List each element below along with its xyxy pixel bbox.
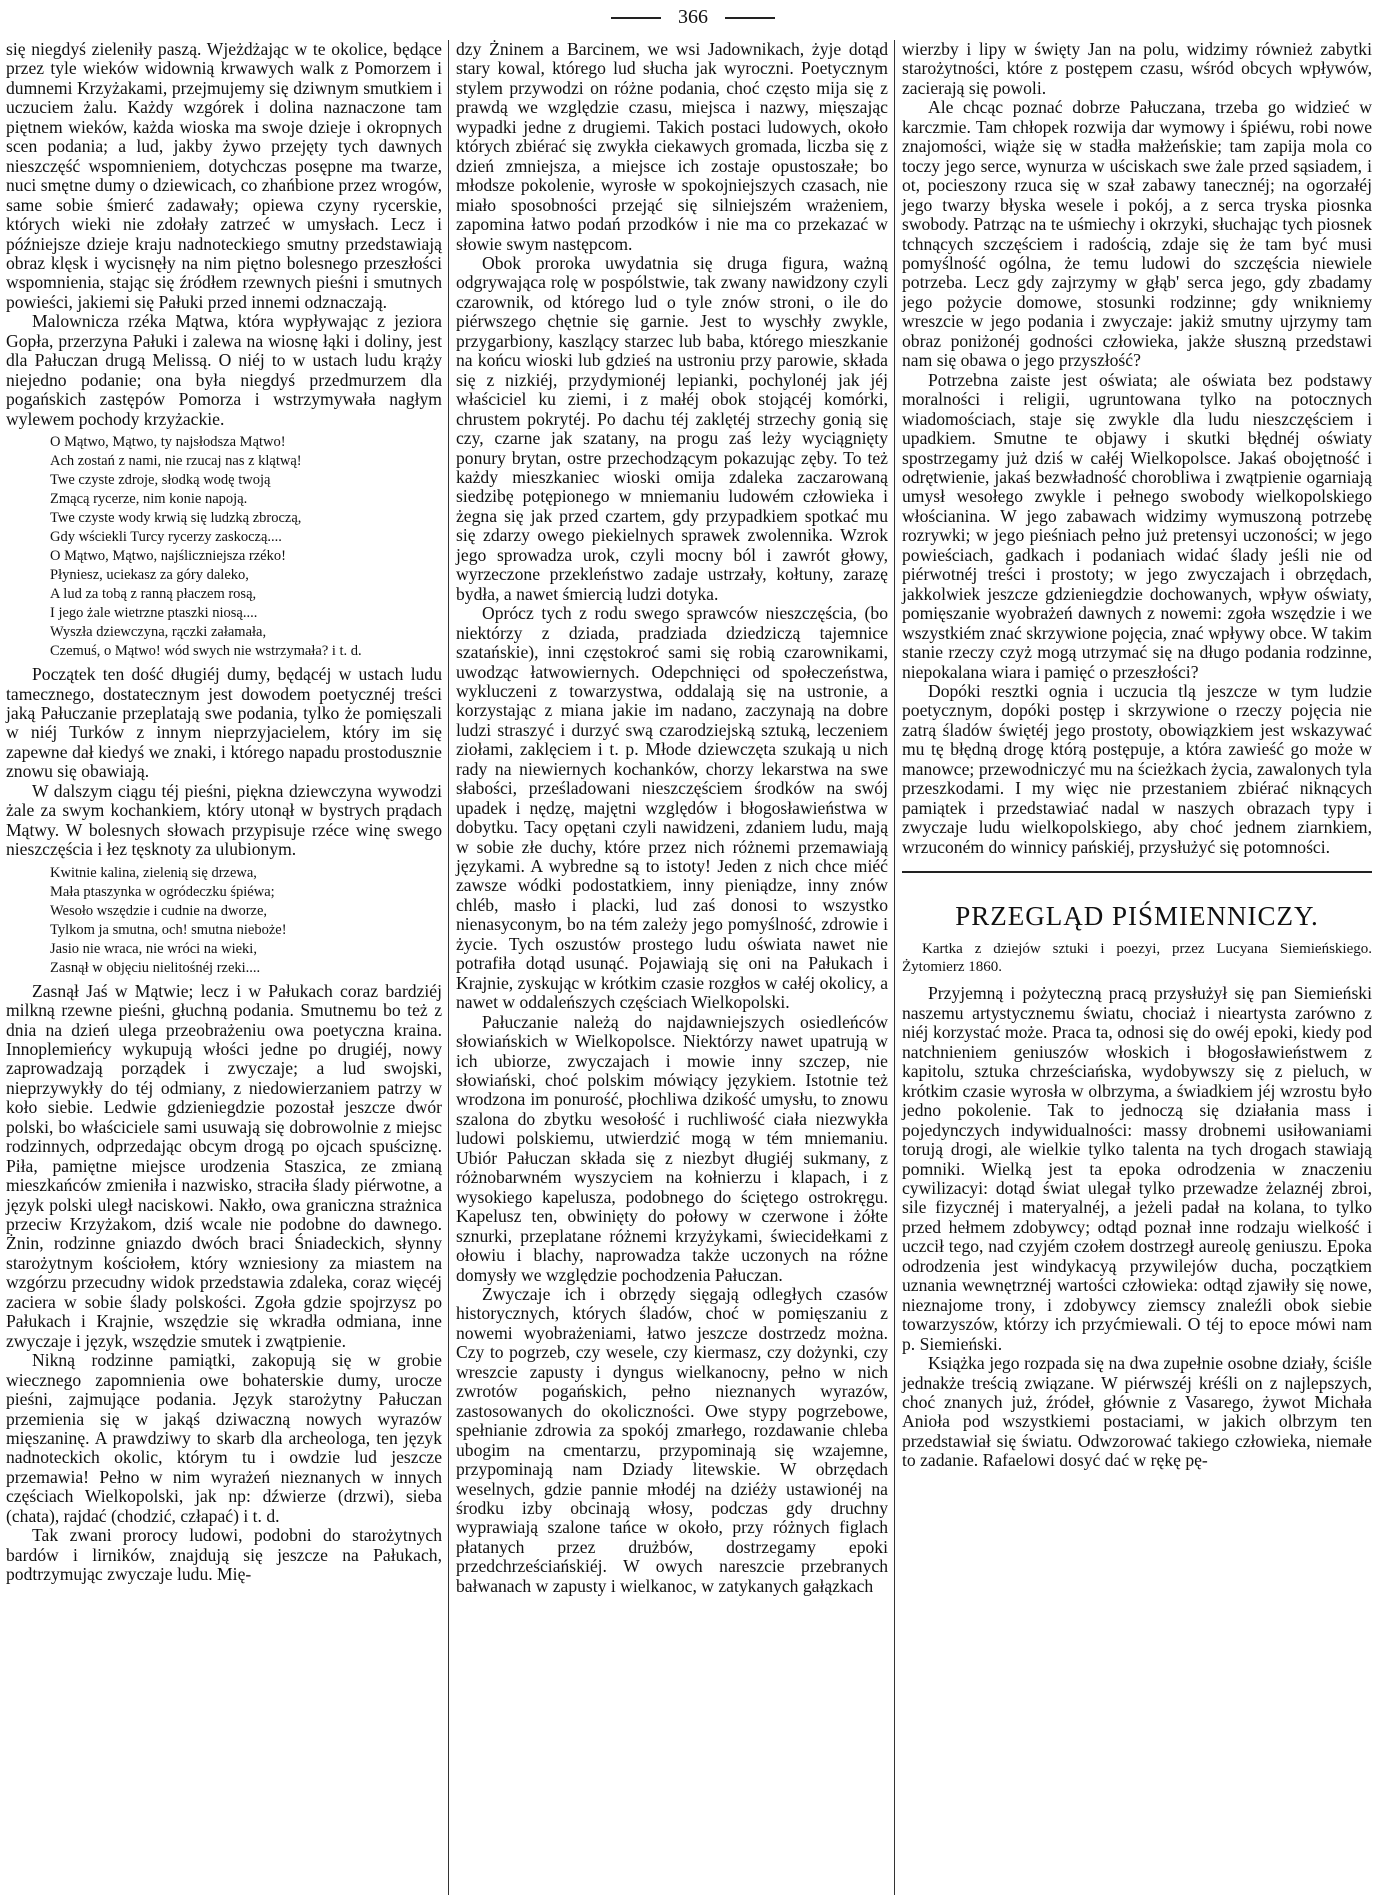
article-paragraph: Zwyczaje ich i obrzędy sięgają odległych czasów historycznych, których śladów, choć w pomięszaniu z nowemi wyobrażeniami, łatwo jeszcze dostrzedz można. Czy to pogrzeb, czy wesele, czy kiermasz, czy dożynki, czy wreszcie zapusty i dyngus wielkanocny, pełno w nich zwrotów pogańskich, pełno nieznanych wyrazów, zastosowanych do okoliczności. Owe stypy pogrzebowe, spełnianie zdrowia za spokój zmarłego, rozdawanie chleba ubogim na cmentarzu, przypominają się wzajemne, przypominają nam Dziady litewskie. W obrzędach weselnych, gdzie pannie młodéj na dziéży ustawionéj na środku izby obcinają włosy, podczas gdy druchny wyprawiają szalone tańce w około, przy różnych figlach płatanych przez drużbów, dostrzegamy epoki przedchrześciańskiéj. W owych nareszcie przebranych bałwanach w zapusty i wielkanoc, w zatykanych gałązkach [456, 1284, 888, 1596]
poem-line: Płyniesz, uciekasz za góry daleko, [50, 567, 249, 584]
article-paragraph: Przyjemną i pożyteczną pracą przysłużył się pan Siemieński naszemu artystycznemu światu, chociaż i nieartysta zarówno z niéj korzystać może. Praca ta, odnosi się do owéj epoki, kiedy pod natchnieniem geniuszów włoskich i błogosławieństwem z kapitolu, sztuka chrześciańska, wydobywszy się z pieluch, w krótkim czasie wyrosła w olbrzyma, a świadkiem jéj wzrostu było jedno pokolenie. Tak to jednoczą się działania mass i pojedynczych indywidualności: massy drobnemi usiłowaniami torują drogi, ale wielkie tylko talenta na tych drogach stawiają pomniki. Wielką jest ta epoka odrodzenia w znaczeniu cywilizacyi: dotąd świat ulegał tylko przewadze żelaznéj zbroi, sile fizycznéj i materyalnéj, a jeżeli padał na kolana, to tylko przed hełmem zdobywcy; odtąd poznał inne rodzaju wielkość i uczcił tego, nad czyjém czołem dostrzegł aureolę geniuszu. Epoka odrodzenia jest windykacyą przywilejów ducha, początkiem uznania wewnętrznéj wartości człowieka: odtąd zjawiły się nowe, nieznajome trony, i zdobywcy ziemscy znaleźli obok siebie towarzyszów, którzy ich przyćmiewali. O téj to epoce mówi nam p. Siemieński. [902, 983, 1372, 1354]
column-divider [448, 40, 449, 1895]
poem-line: O Mątwo, Mątwo, ty najsłodsza Mątwo! [50, 434, 286, 451]
page-number: 366 [678, 6, 708, 28]
section-rule [902, 871, 1372, 873]
article-paragraph: Ale chcąc poznać dobrze Pałuczana, trzeba go widzieć w karczmie. Tam chłopek rozwija dar wymowy i śpiéwu, robi nowe znajomości, wiąże się w stadła małżeńskie; tam zapija mola co toczy jego serce, wynurza w uściskach swe żale przed sąsiadem, i ot, pocieszony rzuca się w szał zabawy tanecznéj; na ogorzałéj jego twarzy błyska wesele i pokój, a z serca tryska piosnka swobody. Patrząc na te uśmiechy i okrzyki, słuchając tych piosnek tchnących szczęściem i radością, zdaje się że tam być musi pomyślność ogólna, że temu ludowi do szczęścia niewiele potrzeba. Lecz gdy zajrzymy w głąb' serca jego, gdy zbadamy jego pożycie domowe, stosunki rodzinne; gdy wnikniemy wreszcie w jego podania i zwyczaje: jakiż smutny ujrzymy tam obraz poniżonéj godności człowieka, jakże słuszną przedstawi nam się obawa o jego przyszłość? [902, 97, 1372, 371]
poem-line: Czemuś, o Mątwo! wód swych nie wstrzymała? i t. d. [50, 643, 362, 660]
article-paragraph: Potrzebna zaiste jest oświata; ale oświata bez podstawy moralności i religii, ugruntowana tylko na potocznych wiadomościach, staje się zwykle dla ludu nieszczęściem i upadkiem. Smutne te objawy i skutki błędnéj oświaty spostrzegamy już dziś w całéj Wielkopolsce. Jakaś obojętność i odrętwienie, jakaś bezwładność chorobliwa i zwątpienie ogarniają umysł wesołego zwykle i pełnego swobody wielkopolskiego włościanina. W jego zabawach widzimy wymuszoną potrzebę rozrywki; w jego pieśniach pełno już pretensyi uczoności; w jego powieściach, gadkach i podaniach widać ślady jeśli nie od piérwotnéj treści i prostoty; w jego zwyczajach i obrzędach, jakkolwiek jeszcze gdzieniegdzie dochowanych, wpływ oświaty, pomięszanie wyobrażeń dawnych z nowemi: zgoła wszędzie i we wszystkiém znać skrzywione pojęcia, znać wpływy obce. W takim stanie rzeczy czyż mogą utrzymać się na długo podania rodzinne, niepokalana wiara i pamięć o przeszłości? [902, 369, 1372, 682]
article-paragraph: Obok proroka uwydatnia się druga figura, ważną odgrywająca rolę w pospólstwie, tak zwany nawidzony czyli czarownik, od którego lud o tyle znów stroni, o ile do piérwszego chętnie się garnie. Jest to wyschły zwykle, przygarbiony, kaszlący starzec lub baba, którego mieszkanie na końcu wioski lub gdzieś na ustroniu przy parowie, składa się z nizkiéj, przydymionéj lepianki, pochylonéj jak jéj właściciel ku ziemi, i z małéj obok stojącéj komórki, chrustem pokrytéj. Po dachu téj zaklętéj strzechy gonią się czy, czarne jak szatany, na progu zaś leży wyciągnięty ponury brytan, ostre przechodzącym pokazując zęby. To też każdy mieszkaniec wioski omija zdaleka zaczarowaną siedzibę potępionego w mniemaniu ludowém człowieka i żegna się jak przed czartem, gdy przypadkiem spotkać mu się zdarzy owego piekielnych sprawek zwolennika. Wzrok jego sprowadza urok, czyli mocny ból i zawrót głowy, wyrzeczone przekleństwo zadaje ustrzały, kołtuny, zarazę bydła, a nawet śmiercią ludzi dotyka. [456, 252, 888, 604]
poem-line: Zmącą rycerze, nim konie napoją. [50, 491, 248, 508]
article-paragraph: Nikną rodzinne pamiątki, zakopują się w grobie wiecznego zapomnienia owe bohaterskie dumy, urocze pieśni, zajmujące podania. Język starożytny Pałuczan przemienia się w jakąś dziwaczną nowych wyrazów mięszaninę. A prawdziwy to skarb dla archeologa, ten język nadnoteckich okolic, którym tu i owdzie lud jeszcze przemawia! Pełno w nim wyrażeń nieznanych w innych częściach Wielkopolski, jak np: dźwierze (drzwi), sieba (chata), rajdać (chodzić, człapać) i t. d. [6, 1350, 442, 1526]
article-paragraph: Książka jego rozpada się na dwa zupełnie osobne działy, ściśle jednakże treścią związane. W piérwszéj kréśli on z najlepszych, choć znanych już, źródeł, głównie z Vasarego, żywot Michała Anioła pod wszystkiemi postaciami, w jakich olbrzym ten przedstawiał się światu. Odwzorować takiego człowieka, niemałe to zadanie. Rafaelowi dosyć dać w rękę pę- [902, 1353, 1372, 1471]
poem-line: Wesoło wszędzie i cudnie na dworze, [50, 902, 268, 919]
article-paragraph: Zasnął Jaś w Mątwie; lecz i w Pałukach coraz bardziéj milkną rzewne pieśni, głuchną podania. Smutnemu bo też z dnia na dzień ulega przeobrażeniu owa poetyczna kraina. Innoplemieńcy wykupują włości jedne po drugiéj, nowy zaprowadzają porządek i zwyczaje; a lud swojski, nieprzywykły do téj odmiany, z niedowierzaniem patrzy w koło siebie. Ledwie gdzieniegdzie pozostał jeszcze dwór polski, bo właściciele sami usuwają się dobrowolnie z miejsc rodzinnych, odprzedając obcym drogą po ojcach spuściznę. Piła, pamiętne miejsce urodzenia Staszica, ze zmianą mieszkańców zmieniła i nazwisko, straciła ślady piérwotne, a język polski uległ naciskowi. Nakło, owa graniczna strażnica przeciw Krzyżakom, dziś wcale nie podobne do dawnego. Żnin, rodzinne gniazdo dwóch braci Śniadeckich, słynny starożytnym kościołem, który wzniesiony za miastem na wzgórzu przecudny widok przedstawia zdaleka, coraz więcéj zaciera w sobie ślady polskości. Zgoła gdzie spojrzysz po Pałukach i Krajnie, wszędzie się wkradła odmiana, inne zwyczaje i język, wszędzie smutek i zwątpienie. [6, 980, 442, 1351]
poem-verse [50, 864, 442, 978]
poem-line: Wyszła dziewczyna, rączki załamała, [50, 624, 267, 641]
article-paragraph: Tak zwani prorocy ludowi, podobni do starożytnych bardów i lirników, znajdują się jeszcze na Pałukach, podtrzymując zwyczaje ludu. Mię- [6, 1525, 442, 1585]
poem-line: Gdy wściekli Turcy rycerzy zaskoczą.... [50, 529, 282, 546]
column-3 [902, 40, 1372, 1471]
poem-line: I jego żale wietrzne ptaszki niosą.... [50, 605, 258, 622]
poem-line: Twe czyste wody krwią się ludzką zbroczą, [50, 510, 302, 527]
poem-line: Twe czyste zdroje, słodką wodę twoją [50, 472, 271, 489]
article-paragraph: Dopóki resztki ognia i uczucia tlą jeszcze w tym ludzie poetycznym, dopóki postęp i skrzywione o rzeczy pojęcia nie zatrą śladów świętéj jego prostoty, obowiązkiem jest wskazywać mu tę błędną drogę którą postępuje, a która zawieść go może w manowce; przewodniczyć mu na ścieżkach życia, zawalonych tyla przeszkodami. I my więc nie przestaniem zbiérać niknących pamiątek i przedstawiać nadal w naszych obrazach typy i zwyczaje ludu wielkopolskiego, aby choć jednem ziarnkiem, wrzuconém do winnicy pańskiéj, przysłużyć się potomności. [902, 680, 1372, 857]
column-divider [894, 40, 895, 1895]
poem-line: A lud za tobą z ranną płaczem rosą, [50, 586, 257, 603]
article-paragraph: się niegdyś zieleniły paszą. Wjeżdżając w te okolice, będące przez tyle wieków widownią krwawych walk z Pomorzem i dumnemi Krzyżakami, przejmujemy się dziwnym smutkiem i uczuciem żalu. Każdy wzgórek i dolina naznaczone tam piętnem wieków, każda wioska ma swoje dzieje i okropnych scen podania; a lud, jakby żywo przejęty tych dawnych nieszczęść wspomnieniem, dotychczas posępne ma twarze, nuci smętne dumy o dziewicach, co zhańbione przez wrogów, same sobie śmierć zadawały; opiewa czyny rycerskie, których wieki nie zdołały zatrzeć w umysłach. Lecz i późniejsze dzieje kraju nadnoteckiego smutny przedstawiają obraz klęsk i wycisnęły na nim piętno bolesnego przeszłości wspomnienia, stając się źródłem rzewnych pieśni i smutnych powieści, jakiemi się Pałuki przed innemi odznaczają. [6, 39, 442, 312]
article-paragraph: dzy Żninem a Barcinem, we wsi Jadownikach, żyje dotąd stary kowal, którego lud słucha jak wyroczni. Poetycznym stylem przywodzi on różne podania, choć często mija się z prawdą we względzie czasu, miejsca i nazwy, mięszając wypadki jedne z drugiemi. Takich postaci ludowych, około których zbiérać się zwykła ciekawych gromada, liczba się z dzień zmniejsza, a miejsce ich zostaje opustoszałe; bo młodsze pokolenie, wyrosłe w spokojniejszych czasach, nie miało sposobności przejąć się silniejszém wrażeniem, zapomina łatwo podań przodków i nie ma co przekazać w słowie swym następcom. [456, 39, 888, 254]
article-paragraph: Początek ten dość długiéj dumy, będącéj w ustach ludu tamecznego, dostatecznym jest dowodem poetycznéj treści jaką Pałuczanie przeplatają swe podania, tylko że pomięszali w niéj Turków z innym nieprzyjacielem, który im się zapewne dał kiedyś we znaki, i którego napadu prostodusznie znowu się obawiają. [6, 664, 442, 782]
poem-line: Tylkom ja smutna, och! smutna nieboże! [50, 921, 287, 938]
poem-line: Zasnął w objęciu nielitośnéj rzeki.... [50, 959, 261, 976]
poem-line: O Mątwo, Mątwo, najśliczniejsza rzéko! [50, 548, 286, 565]
article-paragraph: Oprócz tych z rodu swego sprawców nieszczęścia, (bo niektórzy z dziada, pradziada dziedziczą tajemnice szatańskie), inni częstokroć sami się robią czarownikami, uwodząc łatwowiernych. Odepchnięci od społeczeństwa, wykluczeni z towarzystwa, oddalają się na ustronie, a korzystając z miana jakie im nadano, zaczynają na dobre ludzi straszyć i durzyć swą czarodziejską sztuką, leczeniem ziołami, zaklęciem i t. p. Młode dziewczęta szukają u nich rady na niewiernych kochanków, chorzy lekarstwa na swe słabości, prześladowani nieszczęściem środków na swój upadek i nędzę, majętni względów i błogosławieństwa w dobytku. Tacy opętani czyli nawidzeni, zdaniem ludu, mają w sobie złe duchy, które przez nich różnemi przemawiają językami. A wybredne są to istoty! Jeden z nich chce miéć zawsze wódki podostatkiem, inny pieniądze, inny znów chléb, masło i placki, lud zaś donosi to wszystko nienasyconym, bo na tém zależy jego pomyślność, zdrowie i życie. Tych oszustów prostego ludu oświata nawet nie potrafiła dotąd usunąć. Pojawiają się oni na Pałukach i Krajnie, zyskując w krótkim czasie rozgłos w całéj okolicy, a nawet w oddaleńszych częściach Wielkopolski. [456, 603, 888, 1013]
page-header [0, 6, 1386, 29]
article-paragraph: wierzby i lipy w święty Jan na polu, widzimy również zabytki starożytności, które z postępem czasu, wśród obcych wpływów, zacierają się powoli. [902, 39, 1372, 98]
header-dash-left [611, 17, 661, 19]
poem-verse [50, 433, 442, 661]
poem-line: Jasio nie wraca, nie wróci na wieki, [50, 940, 257, 957]
poem-line: Mała ptaszynka w ogródeczku śpiéwa; [50, 883, 275, 900]
column-2 [456, 40, 888, 1596]
poem-line: Kwitnie kalina, zielenią się drzewa, [50, 864, 257, 881]
section-heading: PRZEGLĄD PIŚMIENNICZY. [955, 901, 1319, 932]
column-1 [6, 40, 442, 1585]
header-dash-right [725, 17, 775, 19]
review-citation: Kartka z dziejów sztuki i poezyi, przez Lucyana Siemieńskiego. Żytomierz 1860. [902, 941, 1372, 976]
article-paragraph: W dalszym ciągu téj pieśni, piękna dziewczyna wywodzi żale za swym kochankiem, który utonął w bystrych prądach Mątwy. W bolesnych słowach przypisuje rzéce winę swego nieszczęścia i łez tęsknoty za ulubionym. [6, 780, 442, 860]
article-paragraph: Pałuczanie należą do najdawniejszych osiedleńców słowiańskich w Wielkopolsce. Niektórzy nawet upatrują w ich ubiorze, zwyczajach i mowie inny szczep, nie słowiański, choć polskim mówiący językiem. Istotnie też wrodzona im ponurość, płochliwa dzikość umysłu, to znowu szalona do zbytku wesołość i ruchliwość ciała niezwykła ludowi polskiemu, utwierdzić mogą w tém mniemaniu. Ubiór Pałuczan składa się z niezbyt długiéj sukmany, z różnobarwném wyszyciem na kołnierzu i klapach, i z wysokiego kapelusza, podobnego do ściętego ostrokręgu. Kapelusz ten, obwinięty do połowy w czerwone i żółte sznurki, przeplatane różnemi krzyżykami, świecidełkami z ołowiu i blachy, naprowadza także uczonych na różne domysły we względzie pochodzenia Pałuczan. [456, 1011, 888, 1285]
article-paragraph: Malownicza rzéka Mątwa, która wypływając z jeziora Gopła, przerzyna Pałuki i zalewa na wiosnę łąki i doliny, jest dla Pałuczan drugą Melissą. O niéj to w ustach ludu krąży niejedno podanie; ona była niegdyś przedmurzem dla pogańskich zastępów Pomorza i wstrzymywała nagłym wylewem pochody krzyżackie. [6, 311, 442, 429]
poem-line: Ach zostań z nami, nie rzucaj nas z klątwą! [50, 453, 302, 470]
